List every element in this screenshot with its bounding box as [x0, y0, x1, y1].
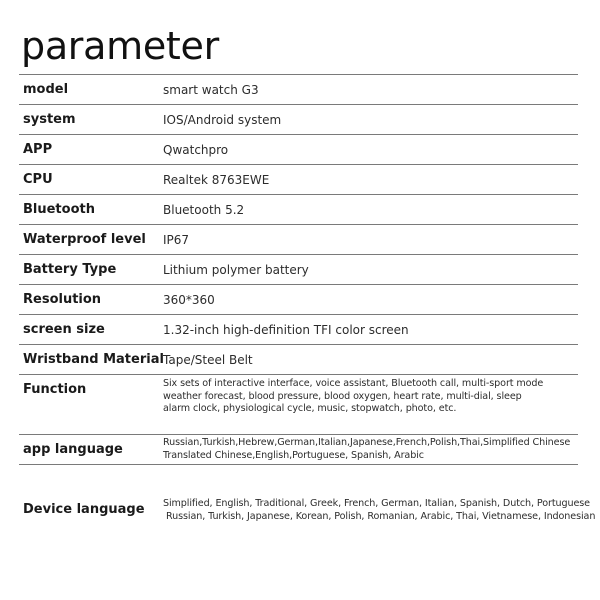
table-row-resolution — [19, 285, 578, 315]
row-label: Resolution — [23, 292, 102, 307]
value-line: weather forecast, blood pressure, blood oxygen, heart rate, multi-dial, sleep — [163, 390, 522, 402]
row-value — [163, 498, 595, 523]
row-value: 1.32-inch high-definition TFI color screen — [163, 323, 409, 337]
value-line: Six sets of interactive interface, voice assistant, Bluetooth call, multi-sport mode — [163, 378, 544, 389]
row-value: Bluetooth 5.2 — [163, 203, 245, 217]
table-row-system — [19, 105, 578, 135]
row-value: Tape/Steel Belt — [163, 353, 253, 367]
table-row-device-language — [19, 465, 596, 555]
row-label: system — [23, 112, 76, 127]
table-row-bluetooth — [19, 195, 578, 225]
row-label: Device language — [23, 502, 145, 517]
table-row-waterproof-level — [19, 225, 578, 255]
table-row-app-language — [19, 435, 578, 465]
row-value: IOS/Android system — [163, 113, 282, 127]
table-row-cpu — [19, 165, 578, 195]
row-value: 360*360 — [163, 293, 215, 307]
value-line: Russian,Turkish,Hebrew,German,Italian,Japanese,French,Polish,Thai,Simplified Chinese — [163, 437, 571, 448]
value-line: Translated Chinese,English,Portuguese, Spanish, Arabic — [163, 449, 424, 461]
row-value — [163, 437, 570, 462]
row-label: Bluetooth — [23, 202, 95, 217]
row-label: app language — [23, 442, 123, 457]
row-value: IP67 — [163, 233, 190, 247]
row-label: APP — [23, 142, 53, 157]
row-label: Function — [23, 382, 87, 397]
table-row-function — [19, 375, 578, 435]
page-title: parameter — [21, 24, 219, 68]
table-row-wristband-material — [19, 345, 578, 375]
row-label: Wristband Material — [23, 352, 164, 367]
row-label: Waterproof level — [23, 232, 146, 247]
value-line: Simplified, English, Traditional, Greek, French, German, Italian, Spanish, Dutch, Portuguese — [163, 498, 590, 509]
table-row-screen-size — [19, 315, 578, 345]
parameter-table — [19, 74, 596, 555]
row-label: screen size — [23, 322, 105, 337]
value-line: alarm clock, physiological cycle, music, stopwatch, photo, etc. — [163, 403, 457, 414]
row-value: Realtek 8763EWE — [163, 173, 270, 187]
table-row-model — [19, 74, 578, 105]
row-label: CPU — [23, 172, 53, 187]
table-row-battery-type — [19, 255, 578, 285]
row-value: Lithium polymer battery — [163, 263, 309, 277]
row-value: smart watch G3 — [163, 83, 259, 97]
row-label: Battery Type — [23, 262, 117, 277]
row-value: Qwatchpro — [163, 143, 229, 157]
table-row-app — [19, 135, 578, 165]
row-value — [163, 378, 543, 416]
value-line: Russian, Turkish, Japanese, Korean, Polish, Romanian, Arabic, Thai, Vietnamese, Indonesian — [166, 510, 596, 522]
row-label: model — [23, 82, 69, 97]
